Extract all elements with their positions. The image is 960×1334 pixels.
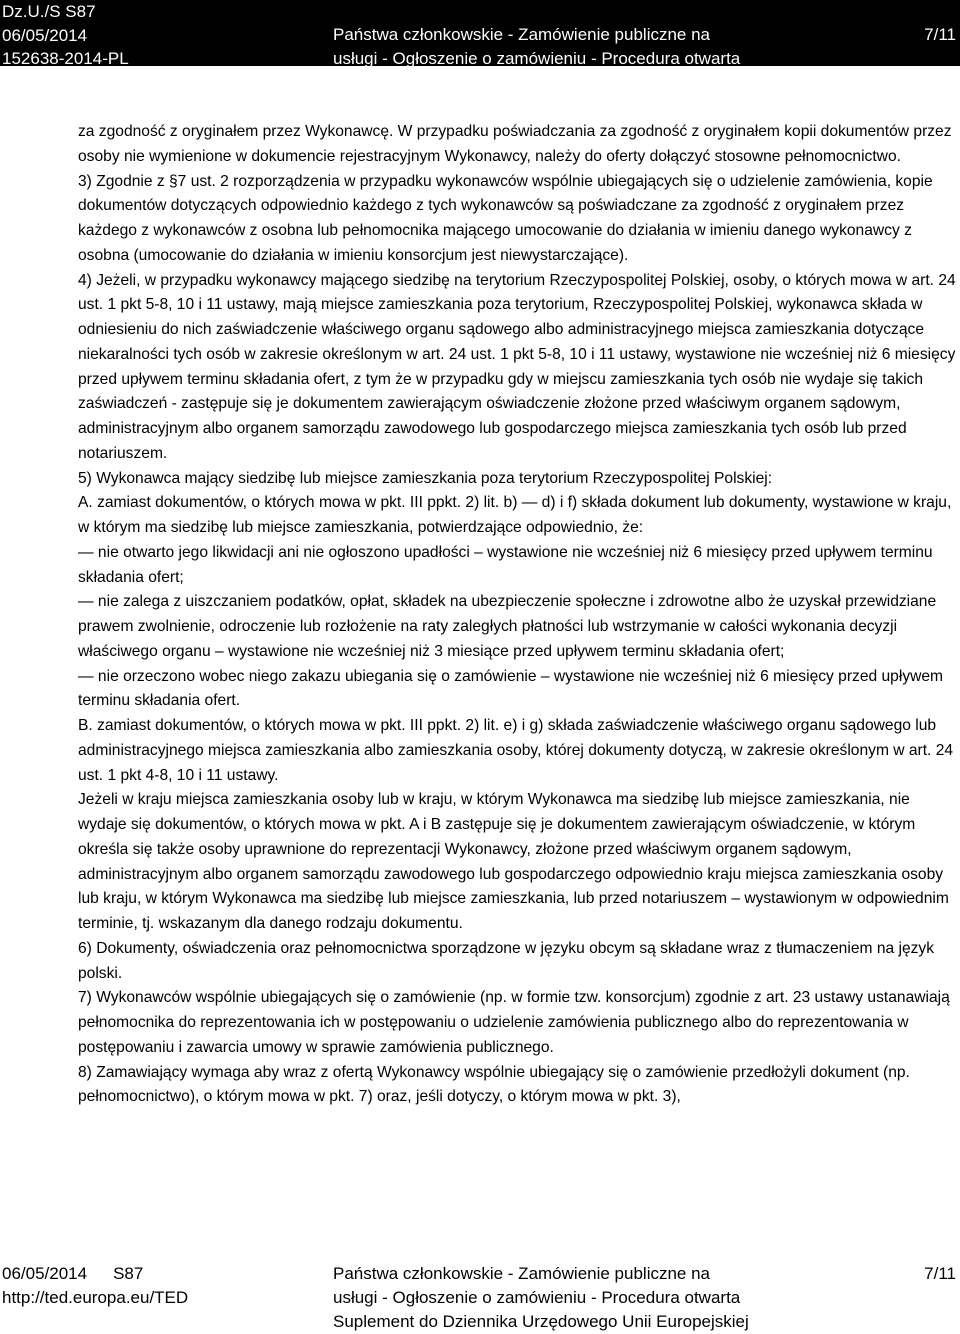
footer-title-line-3: Suplement do Dziennika Urzędowego Unii Europejskiej — [333, 1312, 749, 1331]
header-page-number: 7/11 — [924, 25, 956, 44]
paragraph: — nie orzeczono wobec niego zakazu ubiegania się o zamówienie – wystawione nie wcześniej niż 6 miesięcy przed upływem terminu składania ofert. — [78, 667, 944, 710]
paragraph: Jeżeli w kraju miejsca zamieszkania osoby lub w kraju, w którym Wykonawca ma siedzibę lub miejsce zamieszkania, nie wydaje się dokumentów, o których mowa w pkt. A i B zastępuje się je dokumentem zawierającym oświadczenie, w którym określa się także osoby uprawnione do reprezentacji Wykonawcy, złożone przed właściwym organem sądowym, administracyjnym albo organem samorządu zawodowego lub gospodarczego odpowiednio kraju miejsca zamieszkania osoby lub kraju, w którym Wykonawca ma siedzibę lub miejsce zamieszkania, lub przed notariuszem – wystawionym w odpowiednim terminie, tj. wskazanym dla danego rodzaju dokumentu. — [78, 791, 949, 932]
journal-reference: Dz.U./S S87 — [2, 2, 96, 21]
header-title — [333, 23, 740, 70]
footer-page-number: 7/11 — [924, 1264, 956, 1283]
paragraph: za zgodność z oryginałem przez Wykonawcę. W przypadku poświadczania za zgodność z oryginałem kopii dokumentów przez osoby nie wymienione w dokumencie rejestracyjnym Wykonawcy, należy do oferty dołączyć stosowne pełnomocnictwo. — [78, 123, 952, 165]
paragraph: 7) Wykonawców wspólnie ubiegających się o zamówienie (np. w formie tzw. konsorcjum) zgodnie z art. 23 ustawy ustanawiają pełnomocnika do reprezentowania ich w postępowaniu o udzielenie zamówienia publicznego albo do reprezentowania w postępowaniu i zawarcia umowy w sprawie zamówienia publicznego. — [78, 989, 950, 1056]
paragraph: B. zamiast dokumentów, o których mowa w pkt. III ppkt. 2) lit. e) i g) składa zaświadczenie właściwego organu sądowego lub administracyjnego miejsca zamieszkania albo zamieszkania osoby, której dokumenty dotyczą, w zakresie określonym w art. 24 ust. 1 pkt 4-8, 10 i 11 ustawy. — [78, 717, 954, 784]
page-header — [0, 0, 960, 66]
paragraph: 4) Jeżeli, w przypadku wykonawcy mającego siedzibę na terytorium Rzeczypospolitej Polskiej, osoby, o których mowa w art. 24 ust. 1 pkt 5-8, 10 i 11 ustawy, mają miejsce zamieszkania poza terytorium, Rzeczypospolitej Polskiej, wykonawca składa w odniesieniu do nich zaświadczenie właściwego organu sądowego albo administracyjnego miejsca zamieszkania dotyczące niekaralności tych osób w zakresie określonym w art. 24 ust. 1 pkt 5-8, 10 i 11 ustawy, wystawione nie wcześniej niż 6 miesięcy przed upływem terminu składania ofert, z tym że w przypadku gdy w miejscu zamieszkania tych osób nie wydaje się takich zaświadczeń - zastępuje się je dokumentem zawierającym oświadczenie złożone przed właściwym organem sądowym, administracyjnym albo organem samorządu zawodowego lub gospodarczego miejsca zamieszkania tych osób lub przed notariuszem. — [78, 271, 956, 462]
footer-meta — [2, 1262, 188, 1310]
paragraph: — nie zalega z uiszczaniem podatków, opłat, składek na ubezpieczenie społeczne i zdrowotne albo że uzyskał przewidziane prawem zwolnienie, odroczenie lub rozłożenie na raty zaległych płatności lub wstrzymanie w całości wykonania decyzji właściwego organu – wystawione nie wcześniej niż 3 miesiące przed upływem terminu składania ofert; — [78, 593, 937, 660]
paragraph: 5) Wykonawca mający siedzibę lub miejsce zamieszkania poza terytorium Rzeczypospolitej Polskiej: — [78, 469, 773, 487]
header-title-line-1: Państwa członkowskie - Zamówienie publiczne na — [333, 25, 711, 44]
paragraph: 6) Dokumenty, oświadczenia oraz pełnomocnictwa sporządzone w języku obcym są składane wraz z tłumaczeniem na język polski. — [78, 939, 935, 982]
paragraph: 3) Zgodnie z §7 ust. 2 rozporządzenia w przypadku wykonawców wspólnie ubiegających się o udzielenie zamówienia, kopie dokumentów dotyczących odpowiednio każdego z tych wykonawców są poświadczane za zgodność z oryginałem przez każdego z wykonawców z osobna lub pełnomocnika mającego umocowanie do działania w imieniu danego wykonawcy z osobna (umocowanie do działania w imieniu konsorcjum jest niewystarczające). — [78, 172, 933, 264]
footer-title-line-1: Państwa członkowskie - Zamówienie publiczne na — [333, 1264, 711, 1283]
header-title-line-2: usługi - Ogłoszenie o zamówieniu - Procedura otwarta — [333, 48, 741, 68]
footer-url: http://ted.europa.eu/TED — [2, 1288, 189, 1307]
notice-id: 152638-2014-PL — [2, 49, 129, 68]
footer-title-line-2: usługi - Ogłoszenie o zamówieniu - Procedura otwarta — [333, 1288, 741, 1307]
paragraph: — nie otwarto jego likwidacji ani nie ogłoszono upadłości – wystawione nie wcześniej niż 6 miesięcy przed upływem terminu składania ofert; — [78, 543, 933, 586]
paragraph: A. zamiast dokumentów, o których mowa w pkt. III ppkt. 2) lit. b) — d) i f) składa dokument lub dokumenty, wystawione w kraju, w którym ma siedzibę lub miejsce zamieszkania, potwierdzające odpowiednio, że: — [78, 494, 952, 536]
footer-date: 06/05/2014 — [2, 1264, 88, 1283]
page-footer — [0, 1262, 960, 1334]
footer-series: S87 — [113, 1264, 144, 1283]
document-body — [78, 120, 956, 1110]
header-date: 06/05/2014 — [2, 25, 88, 45]
paragraph: 8) Zamawiający wymaga aby wraz z ofertą Wykonawcy wspólnie ubiegający się o zamówienie przedłożyli dokument (np. pełnomocnictwo), o którym mowa w pkt. 7) oraz, jeśli dotyczy, o którym mowa w pkt. 3), — [78, 1063, 910, 1106]
footer-title — [333, 1262, 749, 1334]
header-meta — [2, 0, 129, 71]
